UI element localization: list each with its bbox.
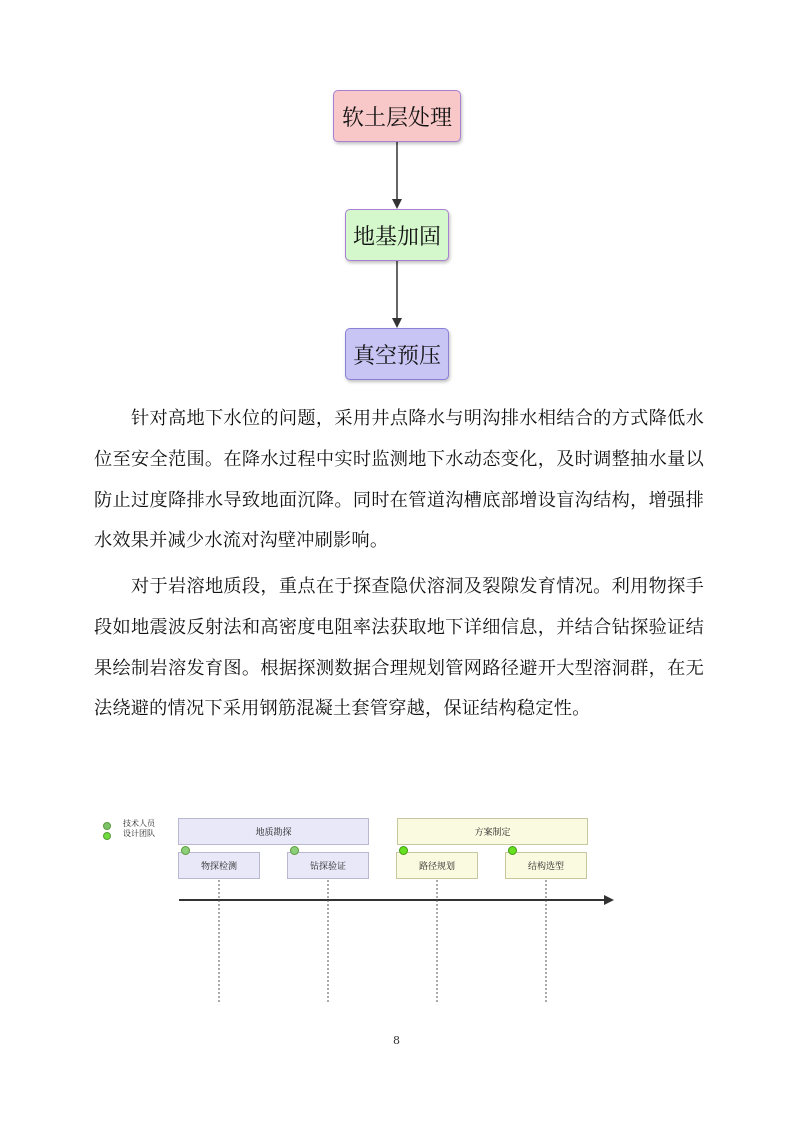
legend-dot-technicians xyxy=(103,822,111,830)
flow-step-label: 真空预压 xyxy=(352,343,441,369)
timeline-arrowhead xyxy=(604,895,614,905)
task-drilling-verification xyxy=(287,852,369,879)
flow-step-label: 软土层处理 xyxy=(341,105,452,131)
task-route-planning xyxy=(396,852,478,879)
paragraph-groundwater: 针对高地下水位的问题，采用井点降水与明沟排水相结合的方式降低水位至安全范围。在降水过程中实时监测地下水动态变化，及时调整抽水量以防止过度降排水导致地面沉降。同时在管道沟槽底部增设盲沟结构，增强排水效果并减少水流对沟壁冲刷影响。 xyxy=(94,408,704,552)
task-label: 物探检测 xyxy=(200,862,237,872)
phase-label: 地质勘探 xyxy=(255,828,292,838)
task-label: 钻探验证 xyxy=(309,862,346,872)
task-label: 路径规划 xyxy=(418,862,455,872)
task-marker-technicians xyxy=(290,846,299,855)
page-number: 8 xyxy=(393,1034,400,1047)
paragraph-karst: 对于岩溶地质段，重点在于探查隐伏溶洞及裂隙发育情况。利用物探手段如地震波反射法和高密度电阻率法获取地下详细信息，并结合钻探验证结果绘制岩溶发育图。根据探测数据合理规划管网路径避开大型溶洞群，在无法绕避的情况下采用钢筋混凝土套管穿越，保证结构稳定性。 xyxy=(94,576,704,720)
task-marker-technicians xyxy=(181,846,190,855)
task-marker-design-team xyxy=(399,846,408,855)
legend-label-design-team: 设计团队 xyxy=(123,829,155,838)
phase-geological-survey xyxy=(178,818,369,845)
phase-plan-formulation xyxy=(397,818,588,845)
task-structure-selection xyxy=(505,852,587,879)
task-geophysical-detection xyxy=(178,852,260,879)
task-marker-design-team xyxy=(508,846,517,855)
legend-label-technicians: 技术人员 xyxy=(123,819,155,828)
legend-dot-design-team xyxy=(103,832,111,840)
phase-label: 方案制定 xyxy=(474,828,511,838)
task-label: 结构选型 xyxy=(527,862,564,872)
flow-step-label: 地基加固 xyxy=(352,224,441,250)
